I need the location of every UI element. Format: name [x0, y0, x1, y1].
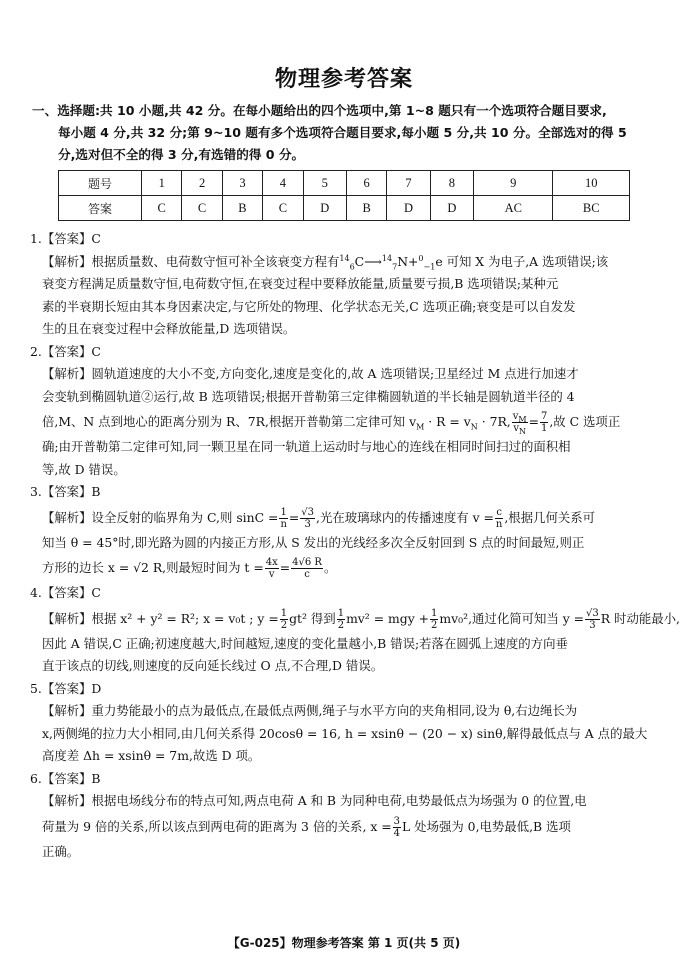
table-cell: D	[303, 196, 346, 221]
fraction: $\frac{1}{2}$	[431, 607, 438, 631]
explanation-line: 素的半衰期长短由其本身因素决定,与它所处的物理、化学状态无关,C 选项正确;衰变是可以自发发	[42, 298, 576, 314]
explanation-line: 倍,M、N 点到地心的距离分别为 R、7R,根据开普勒第二定律可知 $v_M \cdot R = v_N \cdot 7R$, $\frac{v_M}{v_N}$ = $\frac{7}{1}$ ,故 C 选项正	[42, 411, 621, 436]
explanation-line: 荷量为 9 倍的关系,所以该点到两电荷的距离为 3 倍的关系, x = $\frac{3}{4}$ L 处场强为 0,电势最低,B 选项	[42, 815, 571, 839]
table-header-cell: 题号	[59, 171, 142, 196]
table-row-answers	[59, 196, 630, 221]
explanation-line: 【解析】重力势能最小的点为最低点,在最低点两侧,绳子与水平方向的夹角相同,设为 θ,右边绳长为	[42, 703, 578, 718]
table-cell: B	[346, 196, 386, 221]
explanation-line: 【解析】设全反射的临界角为 C,则 sinC = $\frac{1}{n}$ = $\frac{√3}{3}$ ,光在玻璃球内的传播速度有 v = $\frac{c}{n}$ ,根据几何关系可	[42, 506, 596, 530]
table-cell: 5	[303, 171, 346, 196]
explanation-line: 生的且在衰变过程中会释放能量,D 选项错误。	[42, 321, 296, 336]
table-cell: D	[430, 196, 473, 221]
explanation-line: 因此 A 错误,C 正确;初速度越大,时间越短,速度的变化量越小,B 错误;若落在圆弧上速度的方向垂	[42, 635, 568, 651]
explanation-line: 方形的边长 x = √2 R,则最短时间为 t = $\frac{4x}{v}$ = $\frac{4√6 R}{c}$ 。	[42, 557, 337, 580]
solutions	[30, 228, 680, 863]
answer-line: 4.【答案】C	[30, 585, 101, 600]
explanation-line: 知当 θ = 45°时,即光路为圆的内接正方形,从 S 发出的光线经多次全反射回到 S 点的时间最短,则正	[42, 534, 585, 550]
explanation-line: 确;由开普勒第二定律可知,同一颗卫星在同一轨道上运动时与地心的连线在相同时间扫过的面积相	[42, 439, 571, 454]
fraction: $\frac{4x}{v}$	[265, 557, 278, 580]
table-cell: 3	[222, 171, 262, 196]
fraction: $\frac{1}{2}$	[337, 607, 345, 631]
answer-line: 6.【答案】B	[30, 770, 101, 786]
table-cell: D	[387, 196, 430, 221]
table-cell: AC	[474, 196, 553, 221]
page-footer: 【G-025】物理参考答案 第 1 页(共 5 页)	[227, 936, 461, 950]
table-cell: 9	[474, 171, 553, 196]
fraction: $\frac{v_M}{v_N}$	[512, 411, 527, 436]
explanation-line: 高度差 Δh = xsinθ = 7m,故选 D 项。	[42, 748, 261, 763]
fraction: $\frac{7}{1}$	[540, 411, 548, 434]
fraction: $\frac{1}{2}$	[280, 607, 288, 631]
explanation-line: 会变轨到椭圆轨道②运行,故 B 选项错误;根据开普勒第三定律椭圆轨道的半长轴是圆轨道半径的 4	[42, 388, 575, 404]
table-row-numbers	[59, 171, 630, 196]
explanation-line: 正确。	[42, 843, 80, 859]
explanation-line: 【解析】圆轨道速度的大小不变,方向变化,速度是变化的,故 A 选项错误;卫星经过 M 点进行加速才	[42, 366, 579, 381]
fraction: $\frac{3}{4}$	[393, 815, 401, 839]
table-cell: 2	[182, 171, 222, 196]
explanation-line: 等,故 D 错误。	[42, 461, 126, 477]
answer-line: 2.【答案】C	[30, 343, 101, 359]
fraction: $\frac{√3}{3}$	[586, 607, 599, 631]
fraction: $\frac{c}{n}$	[495, 506, 503, 530]
table-cell: C	[182, 196, 222, 221]
explanation-line: 【解析】根据质量数、电荷数守恒可补全该衰变方程有$^{14}_6$C⟶$^{14}_7$N+$^0_{-1}$e 可知 X 为电子,A 选项错误;该	[42, 253, 609, 271]
explanation-line: x,两侧绳的拉力大小相同,由几何关系得 20cosθ = 16, h = xsinθ − (20 − x) sinθ,解得最低点与 A 点的最大	[42, 725, 648, 741]
fraction: $\frac{4√6 R}{c}$	[292, 557, 322, 580]
table-cell: 4	[263, 171, 303, 196]
explanation-line: 【解析】根据 x² + y² = R²; x = v₀t ; y = $\frac{1}{2}$ gt² 得到 $\frac{1}{2}$ mv² = mgy + $\frac{1}{2}$ mv₀²,通过化简可知当 y = $\frac{√3}{3}$ R 时动能最小,	[42, 607, 680, 631]
table-cell: 6	[346, 171, 386, 196]
table-cell: B	[222, 196, 262, 221]
intro-line: 分,选对但不全的得 3 分,有选错的得 0 分。	[58, 147, 305, 162]
fraction: $\frac{1}{n}$	[280, 506, 287, 530]
table-cell: C	[142, 196, 182, 221]
page-title: 物理参考答案	[274, 67, 413, 92]
table-cell: 1	[142, 171, 182, 196]
answer-line: 5.【答案】D	[30, 680, 102, 696]
table-cell: 8	[430, 171, 473, 196]
answer-line: 3.【答案】B	[30, 484, 101, 499]
answer-table	[58, 170, 630, 221]
explanation-line: 【解析】根据电场线分布的特点可知,两点电荷 A 和 B 为同种电荷,电势最低点为场强为 0 的位置,电	[42, 793, 587, 808]
fraction: $\frac{√3}{3}$	[301, 506, 315, 530]
explanation-line: 衰变方程满足质量数守恒,电荷数守恒,在衰变过程中要释放能量,质量要亏损,B 选项错误;某种元	[42, 276, 559, 291]
table-header-cell: 答案	[59, 196, 142, 221]
section-intro	[32, 100, 666, 166]
table-cell: C	[263, 196, 303, 221]
answer-line: 1.【答案】C	[30, 231, 101, 246]
table-cell: 7	[387, 171, 430, 196]
intro-line: 每小题 4 分,共 32 分;第 9~10 题有多个选项符合题目要求,每小题 5 分,共 10 分。全部选对的得 5	[58, 125, 627, 140]
intro-line: 一、选择题:共 10 小题,共 42 分。在每小题给出的四个选项中,第 1~8 题只有一个选项符合题目要求,	[32, 103, 607, 118]
explanation-line: 直于该点的切线,则速度的反向延长线过 O 点,不合理,D 错误。	[42, 658, 384, 673]
table-cell: BC	[553, 196, 630, 221]
table-cell: 10	[553, 171, 630, 196]
